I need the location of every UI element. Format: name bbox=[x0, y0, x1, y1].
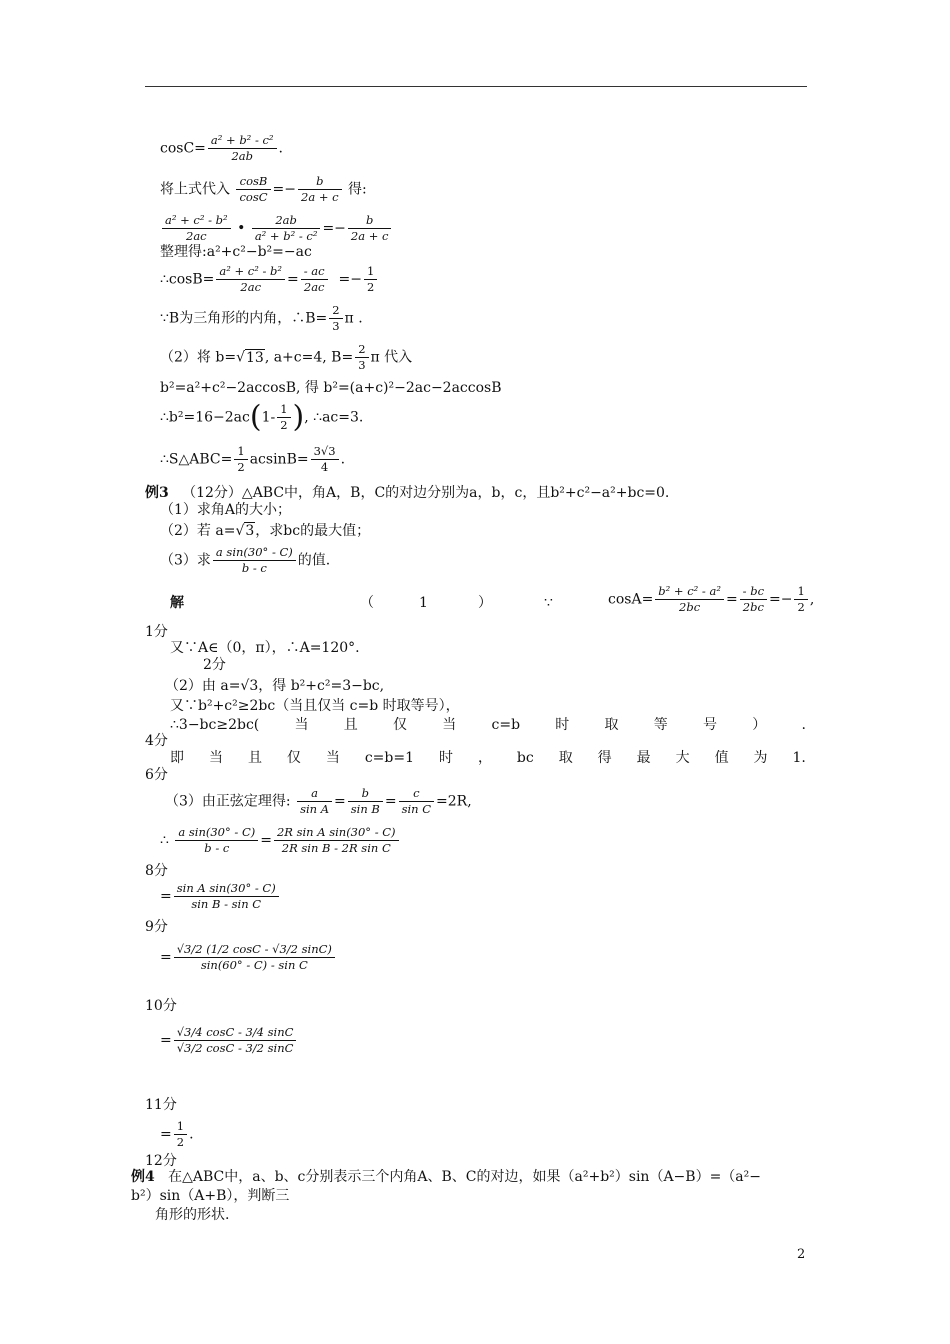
score-4: 4分 bbox=[145, 733, 168, 749]
sine-law-line: （3）由正弦定理得: $\frac{a}{\text{sin A}}$ = $\frac{b}{\text{sin B}}$ = $\frac{c}{\text{sin C}}$ =2R, bbox=[165, 786, 472, 816]
simplify-line: 整理得:a²+c²−b²=−ac bbox=[160, 244, 312, 260]
part3-line2: ∴ $\frac{\text{a sin(30° - C)}}{b - c}$ = $\frac{\text{2R sin A sin(30° - C)}}{\text{2R sin B - 2R sin C}}$ bbox=[160, 825, 401, 856]
substitute-line: 将上式代入 $\frac{\cos B}{\cos C}$ =− $\frac{b}{2a + c}$ 得: bbox=[160, 174, 367, 204]
part2-sol-line3: ∴3−bc≥2bc( 当 且 仅 当 c=b 时 取 等 号 ） . bbox=[170, 717, 806, 733]
score-9: 9分 bbox=[145, 919, 168, 935]
example4-line2: b²）sin（A+B），判断三 bbox=[131, 1188, 290, 1204]
solution-cosA: cosA= $\frac{\text{b² + c² - a²}}{2bc}$ = $\frac{- bc}{2bc}$ =− $\frac{1}{2}$ , bbox=[608, 584, 815, 614]
example4-line3: 角形的形状. bbox=[155, 1207, 230, 1223]
cosC-label: cosC= bbox=[160, 140, 206, 157]
part3-line5: = $\frac{√3/4 \cos C - 3/4 \sin C}{√3/2 \cos C - 3/2 \sin C}$ bbox=[160, 1025, 298, 1056]
part2-line4: ∴S△ABC= $\frac{1}{2}$ acsinB= $\frac{3√3}{4}$ . bbox=[160, 444, 346, 474]
score-6: 6分 bbox=[145, 767, 168, 783]
score-12: 12分 bbox=[145, 1153, 177, 1169]
example3-q3: （3）求 $\frac{\text{a sin(30° - C)}}{b - c}$ 的值. bbox=[160, 545, 331, 575]
header-rule bbox=[145, 86, 807, 87]
cosC-formula: cosC= $\frac{\text{a² + b² - c²}}{2ab}$ . bbox=[160, 133, 283, 163]
product-line: $\frac{\text{a² + c² - b²}}{2ac}$ • $\frac{2ab}{\text{a² + b² - c²}}$ =− $\frac{b}{2a + c}$ bbox=[160, 213, 393, 244]
score-1: 1分 bbox=[145, 624, 168, 640]
score-2: 2分 bbox=[203, 657, 226, 673]
part2-sol-line4: 即 当 且 仅 当 c=b=1 时 ， bc 取 得 最 大 值 为 1. bbox=[170, 750, 806, 766]
cosC-fraction: $\frac{\text{a² + b² - c²}}{2ab}$ bbox=[208, 133, 277, 164]
part2-line3: ∴b²=16−2ac(1- $\frac{1}{2}$ ), ∴ac=3. bbox=[160, 399, 364, 435]
example3-statement: 例3 （12分）△ABC中，角A，B，C的对边分别为a，b，c，且b²+c²−a²+bc=0. bbox=[145, 485, 670, 501]
angle-B-line: ∵B为三角形的内角，∴B= $\frac{2}{3}$ π . bbox=[160, 303, 363, 333]
part3-result: = $\frac{1}{2}$ . bbox=[160, 1119, 194, 1149]
score-10: 10分 bbox=[145, 998, 177, 1014]
solution-because: ∵ bbox=[544, 595, 553, 611]
solution-part1-open: （ bbox=[360, 595, 374, 611]
cosB-line: ∴cosB= $\frac{\text{a² + c² - b²}}{2ac}$ = $\frac{- ac}{2ac}$ =− $\frac{1}{2}$ bbox=[160, 264, 379, 295]
example4-line1: 例4 在△ABC中，a、b、c分别表示三个内角A、B、C的对边，如果（a²+b²）sin（A−B）=（a²− bbox=[131, 1169, 761, 1185]
part2-sol-line2: 又∵b²+c²≥2bc（当且仅当 c=b 时取等号）， bbox=[170, 698, 460, 714]
part3-line4: = $\frac{√3/2 (1/2 \cos C - √3/2 \sin C)}{\text{sin(60° - C) - sin C}}$ bbox=[160, 942, 337, 973]
angle-A-line: 又∵A∈（0，π），∴A=120°. bbox=[170, 640, 360, 656]
solution-label: 解 bbox=[170, 595, 184, 611]
example4-label: 例4 bbox=[131, 1169, 155, 1185]
solution-part1-num: 1 bbox=[419, 595, 428, 611]
part3-line3: = $\frac{\text{sin A sin(30° - C)}}{\text{sin B - sin C}}$ bbox=[160, 881, 281, 912]
part2-sol-line1: （2）由 a=√3，得 b²+c²=3−bc, bbox=[165, 678, 385, 694]
part2-line1: （2）将 b=√13, a+c=4, B= $\frac{2}{3}$ π 代入 bbox=[160, 342, 413, 372]
page-number: 2 bbox=[797, 1247, 806, 1262]
score-11: 11分 bbox=[145, 1097, 177, 1113]
solution-part1-close: ） bbox=[478, 595, 492, 611]
score-8: 8分 bbox=[145, 863, 168, 879]
example3-q1: （1）求角A的大小； bbox=[160, 502, 292, 518]
example3-label: 例3 bbox=[145, 485, 169, 501]
example3-q2: （2）若 a=√3，求bc的最大值； bbox=[160, 523, 371, 539]
part2-line2: b²=a²+c²−2accosB, 得 b²=(a+c)²−2ac−2accosB bbox=[160, 380, 502, 396]
